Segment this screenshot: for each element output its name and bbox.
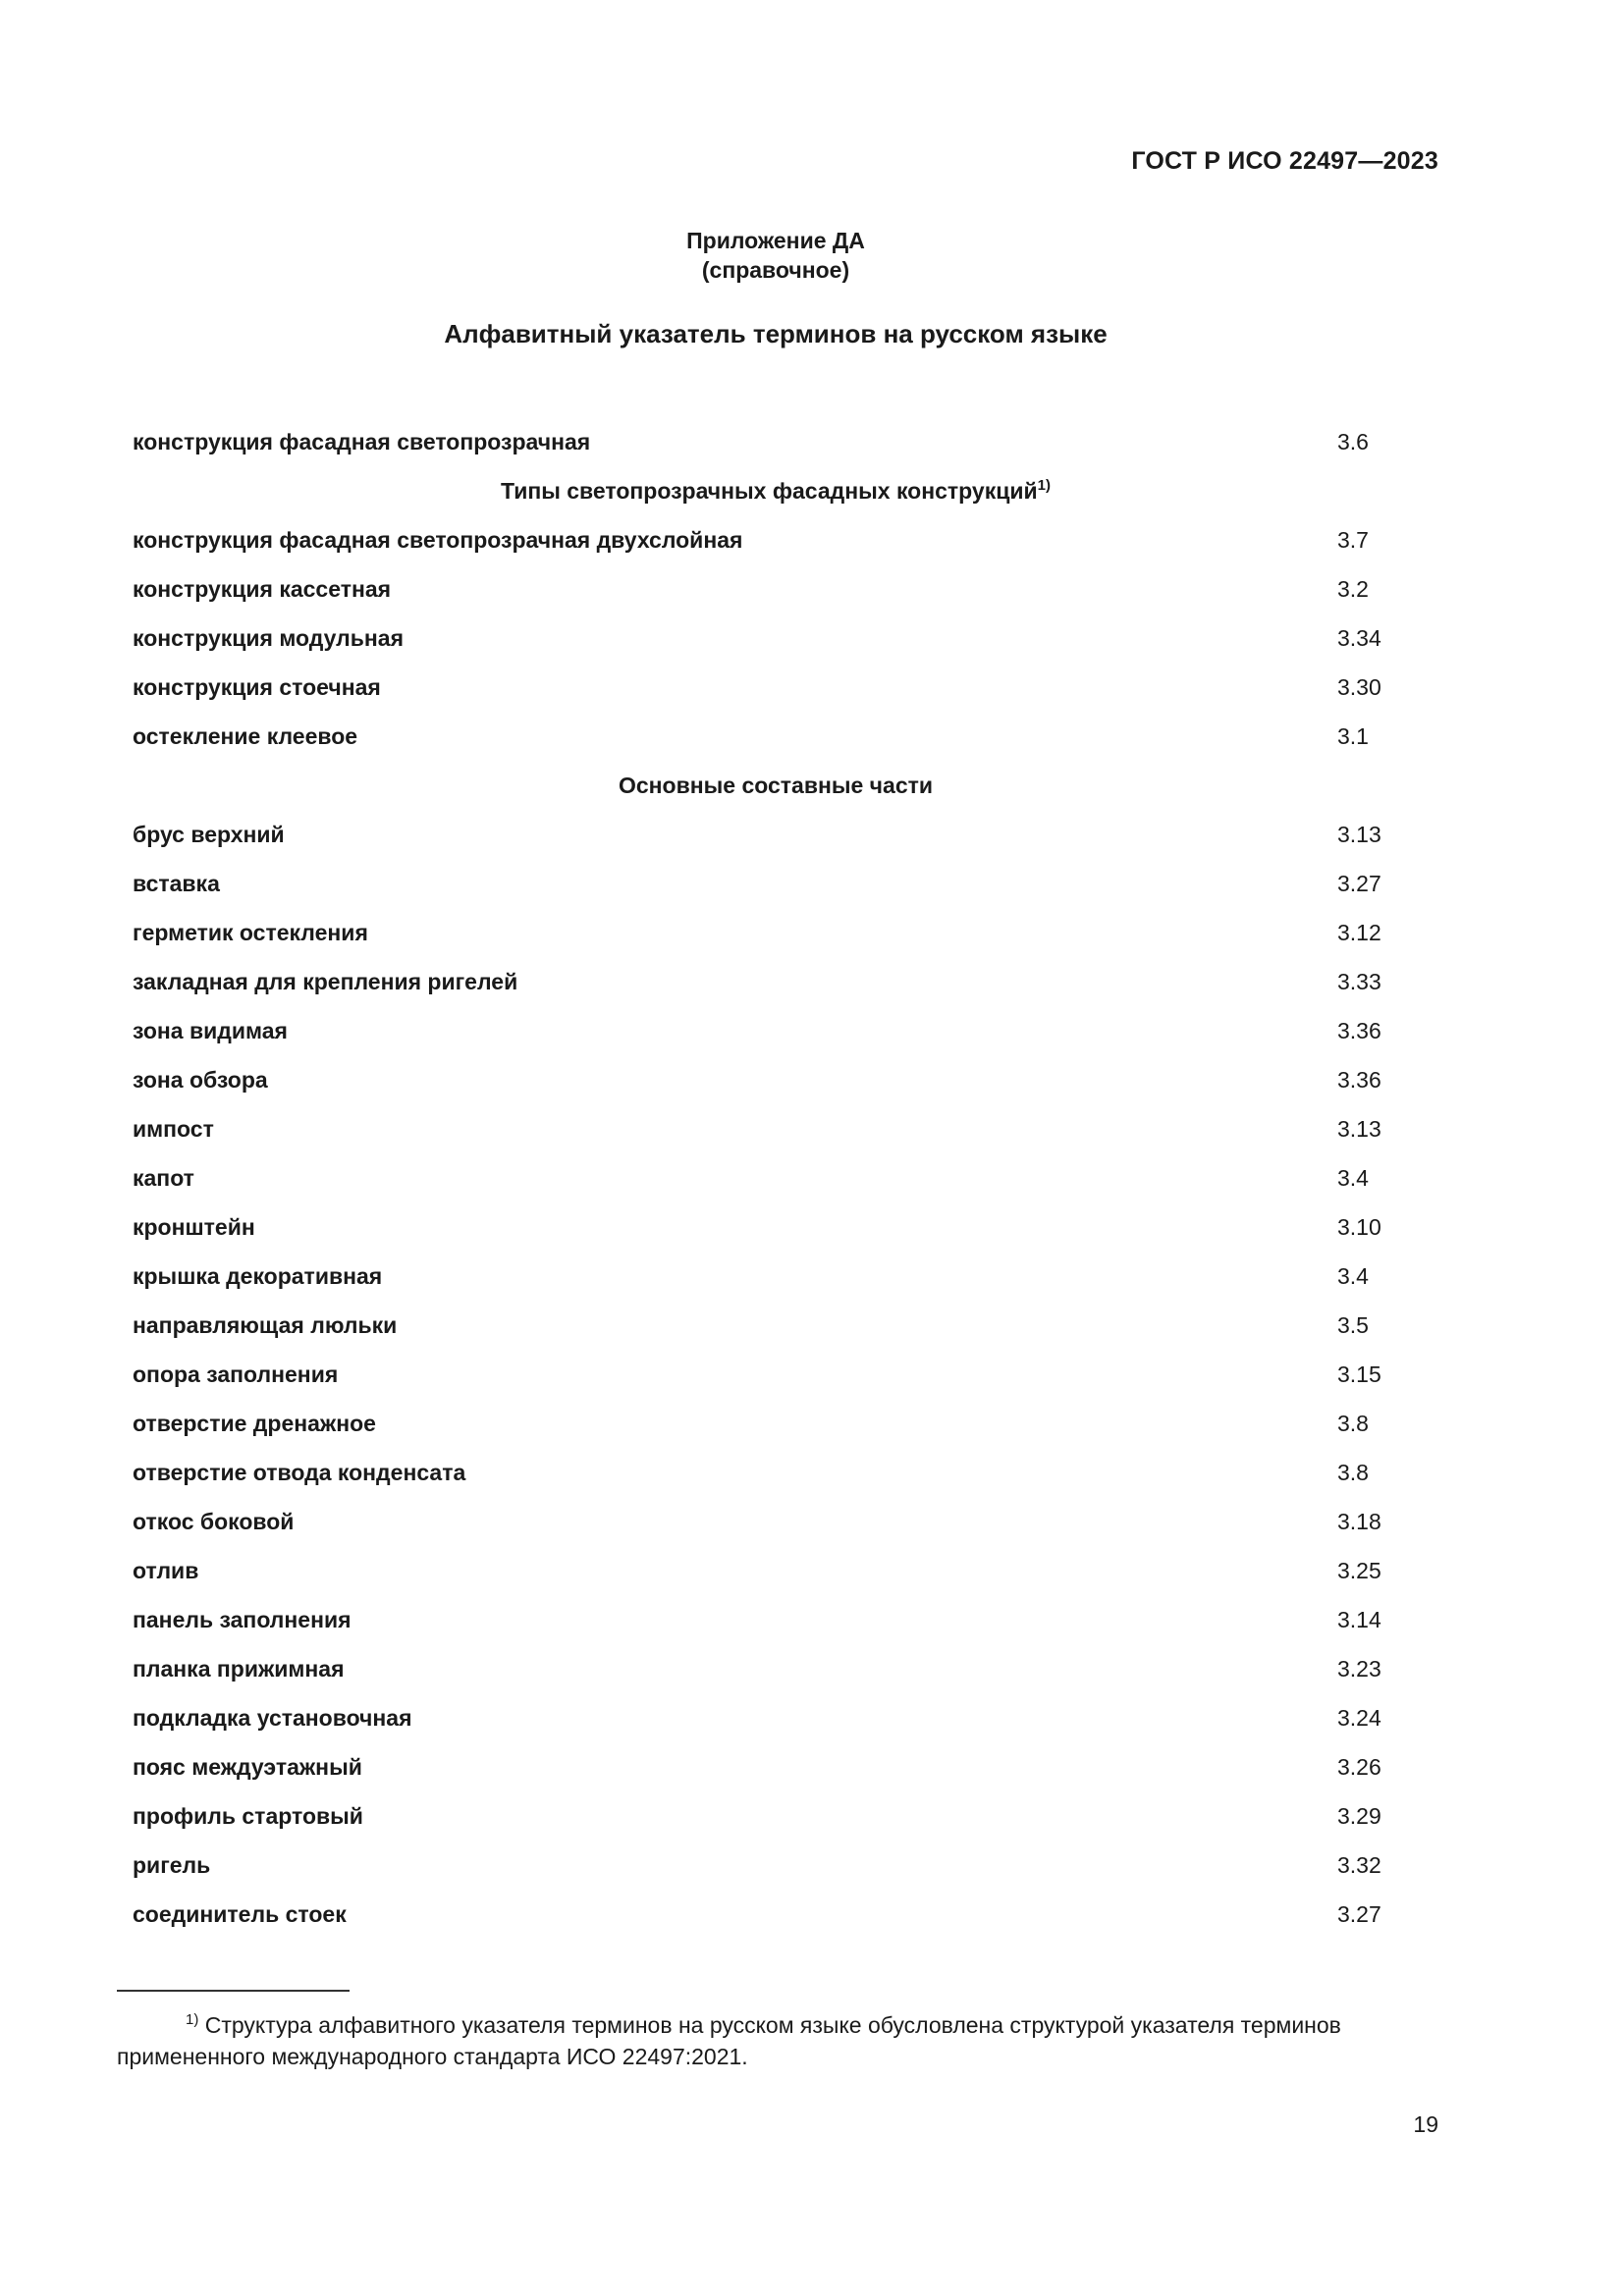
term-ref: 3.7 [1337,527,1369,553]
section-heading-types [133,473,1419,522]
term-ref: 3.36 [1337,1067,1381,1093]
term: брус верхний [133,822,285,847]
term: отверстие дренажное [133,1411,376,1436]
term-ref: 3.33 [1337,969,1381,994]
index-entry [133,1160,1409,1209]
footnote-divider [117,1990,350,1992]
term: герметик остекления [133,920,368,945]
term-ref: 3.10 [1337,1214,1381,1240]
index-entry [133,1651,1409,1700]
footnote-mark: 1) [1037,477,1051,494]
term: отлив [133,1558,199,1583]
index-entry [133,1602,1409,1651]
term: панель заполнения [133,1607,352,1632]
term-ref: 3.23 [1337,1656,1381,1682]
term: отверстие отвода конденсата [133,1460,466,1485]
term-ref: 3.29 [1337,1803,1381,1829]
annex-heading [0,226,1551,285]
index-entry [133,915,1409,964]
term: конструкция кассетная [133,576,392,602]
annex-subtitle: (справочное) [701,257,850,283]
index-entry [133,1455,1409,1504]
term-ref: 3.14 [1337,1607,1381,1632]
term-ref: 3.30 [1337,674,1381,700]
section-heading-text: Типы светопрозрачных фасадных конструкций [501,478,1038,504]
section-heading-text: Основные составные части [618,773,934,798]
term: откос боковой [133,1509,295,1534]
index-entry [133,817,1409,866]
term-ref: 3.25 [1337,1558,1381,1583]
index-entry [133,571,1409,620]
term: подкладка установочная [133,1705,412,1731]
footnote [117,2009,1440,2072]
index-entry [133,1258,1409,1308]
index-entry [133,1798,1409,1847]
index-entry [133,1357,1409,1406]
term-ref: 3.8 [1337,1460,1369,1485]
term: кронштейн [133,1214,255,1240]
term-ref: 3.13 [1337,822,1381,847]
term-ref: 3.2 [1337,576,1369,602]
term-ref: 3.6 [1337,429,1369,454]
index-entry [133,1406,1409,1455]
term-ref: 3.24 [1337,1705,1381,1731]
term: опора заполнения [133,1362,339,1387]
index-title: Алфавитный указатель терминов на русском языке [444,319,1108,348]
footnote-mark: 1) [186,2011,199,2028]
term: остекление клеевое [133,723,358,749]
term: крышка декоративная [133,1263,383,1289]
term-ref: 3.4 [1337,1165,1369,1191]
index-entry [133,1062,1409,1111]
index-entry [133,1504,1409,1553]
term-ref: 3.1 [1337,723,1369,749]
term: закладная для крепления ригелей [133,969,518,994]
term: вставка [133,871,220,896]
term-ref: 3.12 [1337,920,1381,945]
term: конструкция фасадная светопрозрачная двухслойная [133,527,743,553]
term-ref: 3.26 [1337,1754,1381,1780]
footnote-text: Структура алфавитного указателя терминов на русском языке обусловлена структурой указателя терминов примененного международного стандарта ИСО 22497:2021. [117,2012,1341,2069]
index-entry [133,669,1409,719]
document-code: ГОСТ Р ИСО 22497—2023 [1131,147,1438,175]
index-entry [133,522,1409,571]
page-number: 19 [1413,2111,1438,2137]
term-ref: 3.8 [1337,1411,1369,1436]
term: капот [133,1165,194,1191]
index-entry [133,620,1409,669]
index-entry [133,1749,1409,1798]
index-entry [133,1111,1409,1160]
term-ref: 3.18 [1337,1509,1381,1534]
term-ref: 3.5 [1337,1312,1369,1338]
index-entry [133,1013,1409,1062]
index-entry [133,1896,1409,1946]
term: ригель [133,1852,211,1878]
index-entry [133,1700,1409,1749]
index-entry [133,866,1409,915]
term-ref: 3.27 [1337,871,1381,896]
term: направляющая люльки [133,1312,398,1338]
term-ref: 3.27 [1337,1901,1381,1927]
term: импост [133,1116,214,1142]
term-ref: 3.32 [1337,1852,1381,1878]
index-entry [133,1308,1409,1357]
term: пояс междуэтажный [133,1754,362,1780]
term: конструкция фасадная светопрозрачная [133,429,591,454]
index-entry [133,424,1409,473]
index-entry [133,964,1409,1013]
term: зона видимая [133,1018,288,1043]
term-ref: 3.34 [1337,625,1381,651]
index-entry [133,1209,1409,1258]
index-entry [133,719,1409,768]
term: соединитель стоек [133,1901,347,1927]
term-ref: 3.36 [1337,1018,1381,1043]
term: планка прижимная [133,1656,345,1682]
index-entry [133,1847,1409,1896]
term-ref: 3.4 [1337,1263,1369,1289]
term: зона обзора [133,1067,268,1093]
term-index [133,424,1409,1946]
term: конструкция стоечная [133,674,381,700]
section-heading-components [133,768,1419,817]
term: профиль стартовый [133,1803,363,1829]
index-entry [133,1553,1409,1602]
annex-title: Приложение ДА [686,228,865,253]
term: конструкция модульная [133,625,405,651]
term-ref: 3.15 [1337,1362,1381,1387]
term-ref: 3.13 [1337,1116,1381,1142]
